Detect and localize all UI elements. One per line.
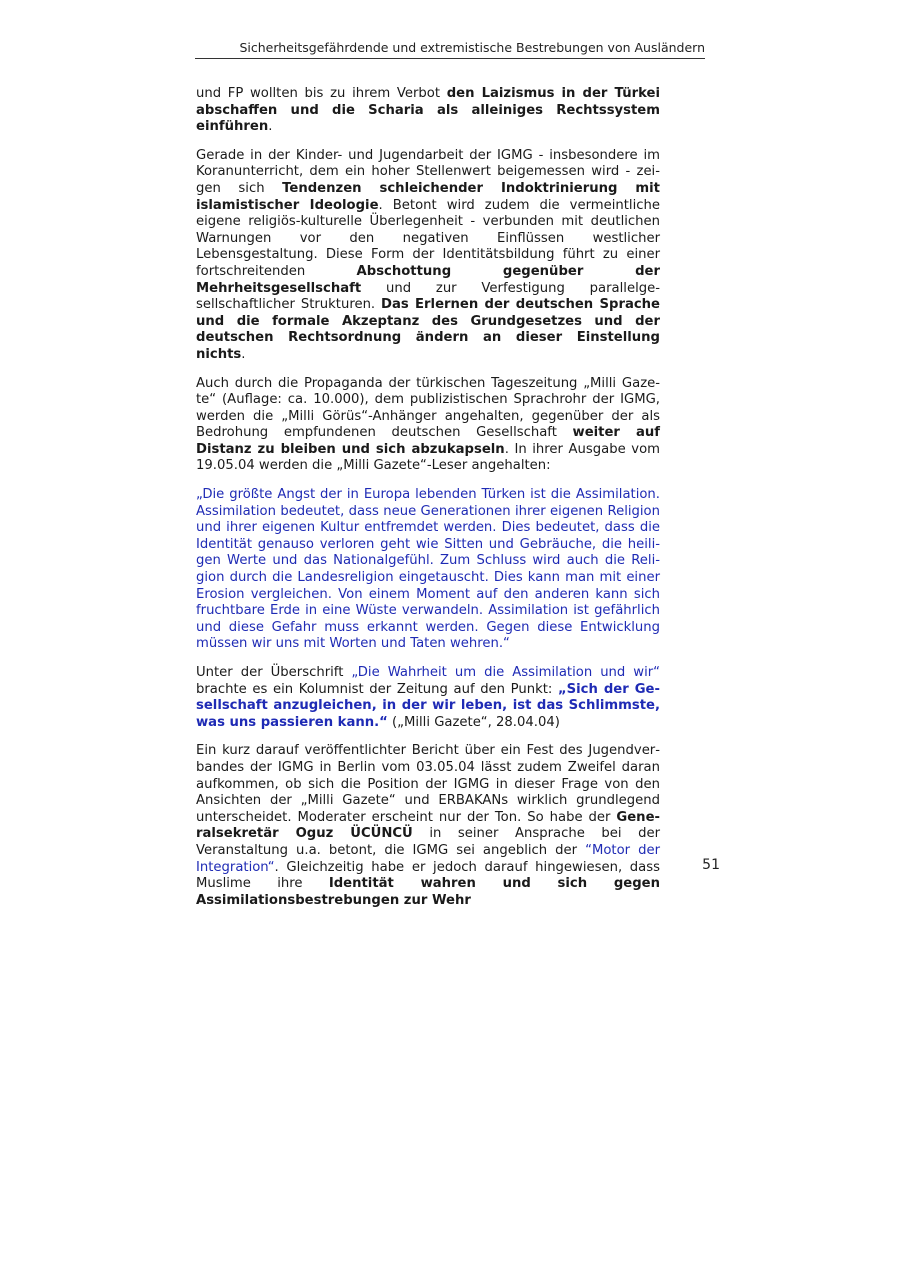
quoted-statement: „Sich der Gesellschaft anzugleichen, in der wir leben, ist das Schlimmste, was uns passieren kann.“ [196,681,660,730]
paragraph-3: Auch durch die Propaganda der türkischen Tageszeitung „Milli Gazete“ (Auflage: ca. 10.000), dem publizistischen Sprachrohr der IGMG, werden die „Milli Görüs“-Anhänger angehalten, gegenüber der als Bedrohung empfundenen deutschen Gesellschaft weiter auf Distanz zu bleiben und sich abzukapseln. In ihrer Ausgabe vom 19.05.04 werden die „Milli Gazete“-Leser angehalten: [196,375,661,474]
paragraph-1: und FP wollten bis zu ihrem Verbot den Laizismus in der Türkei abschaffen und die Scharia als alleiniges Rechtssystem einführen. [196,86,660,135]
page-number: 51 [702,857,720,873]
paragraph-5: Ein kurz darauf veröffentlichter Bericht über ein Fest des Jugendverbandes der IGMG in Berlin vom 03.05.04 lässt zudem Zweifel daran aufkommen, ob sich die Position der IGMG in dieser Frage von den Ansichten der „Milli Gazete“ und ERBAKANs wirklich grundlegend unterscheidet. Moderater erscheint nur der Ton. So habe der Generalsekretär Oguz ÜCÜNCÜ in seiner Ansprache bei der Veranstaltung u.a. betont, die IGMG sei angeblich der “Motor der Integration“. Gleichzeitig habe er jedoch darauf hingewiesen, dass Muslime ihre Identität wahren und sich gegen Assimilationsbestrebungen zur Wehr [196,743,660,908]
quoted-headline: „Die Wahrheit um die Assimilation und wir“ [351,665,660,680]
paragraph-2: Gerade in der Kinder- und Jugendarbeit der IGMG - insbesondere im Koranunterricht, dem ein hoher Stellenwert beigemessen wird - zeigen sich Tendenzen schleichender Indoktrinierung mit islamistischer Ideologie. Betont wird zudem die vermeintliche eigene religiös-kulturelle Überlegenheit - verbunden mit deutlichen Warnungen vor den negativen Einflüssen westlicher Lebensgestaltung. Diese Form der Identitätsbildung führt zu einer fortschreitenden Abschottung gegenüber der Mehrheitsgesellschaft und zur Verfestigung parallelgesellschaftlicher Strukturen. Das Erlernen der deutschen Sprache und die formale Akzeptanz des Grundgesetzes und der deutschen Rechtsordnung ändern an dieser Einstellung nichts. [196,147,660,362]
page-body [196,86,660,921]
paragraph-4: Unter der Überschrift „Die Wahrheit um die Assimilation und wir“ brachte es ein Kolumnist der Zeitung auf den Punkt: „Sich der Gesellschaft anzugleichen, in der wir leben, ist das Schlimmste, was uns passieren kann.“ („Milli Gazete“, 28.04.04) [196,665,660,730]
block-quote: „Die größte Angst der in Europa lebenden Türken ist die Assimilation. Assimilation bedeutet, dass neue Generationen ihrer eigenen Religion und ihrer eigenen Kultur entfremdet werden. Dies bedeutet, dass die Identität genauso verloren geht wie Sitten und Gebräuche, die heiligen Werte und das Nationalgefühl. Zum Schluss wird auch die Religion durch die Landesreligion eingetauscht. Dies kann man mit einer Erosion vergleichen. Von einem Moment auf den anderen kann sich fruchtbare Erde in eine Wüste verwandeln. Assimilation ist gefährlich und diese Gefahr muss erkannt werden. Gegen diese Entwicklung müssen wir uns mit Worten und Taten wehren.“ [196,487,660,652]
header-rule [195,58,705,59]
running-header: Sicherheitsgefährdende und extremistische Bestrebungen von Ausländern [239,40,705,55]
quoted-phrase: “Motor der Integration“ [196,842,660,875]
